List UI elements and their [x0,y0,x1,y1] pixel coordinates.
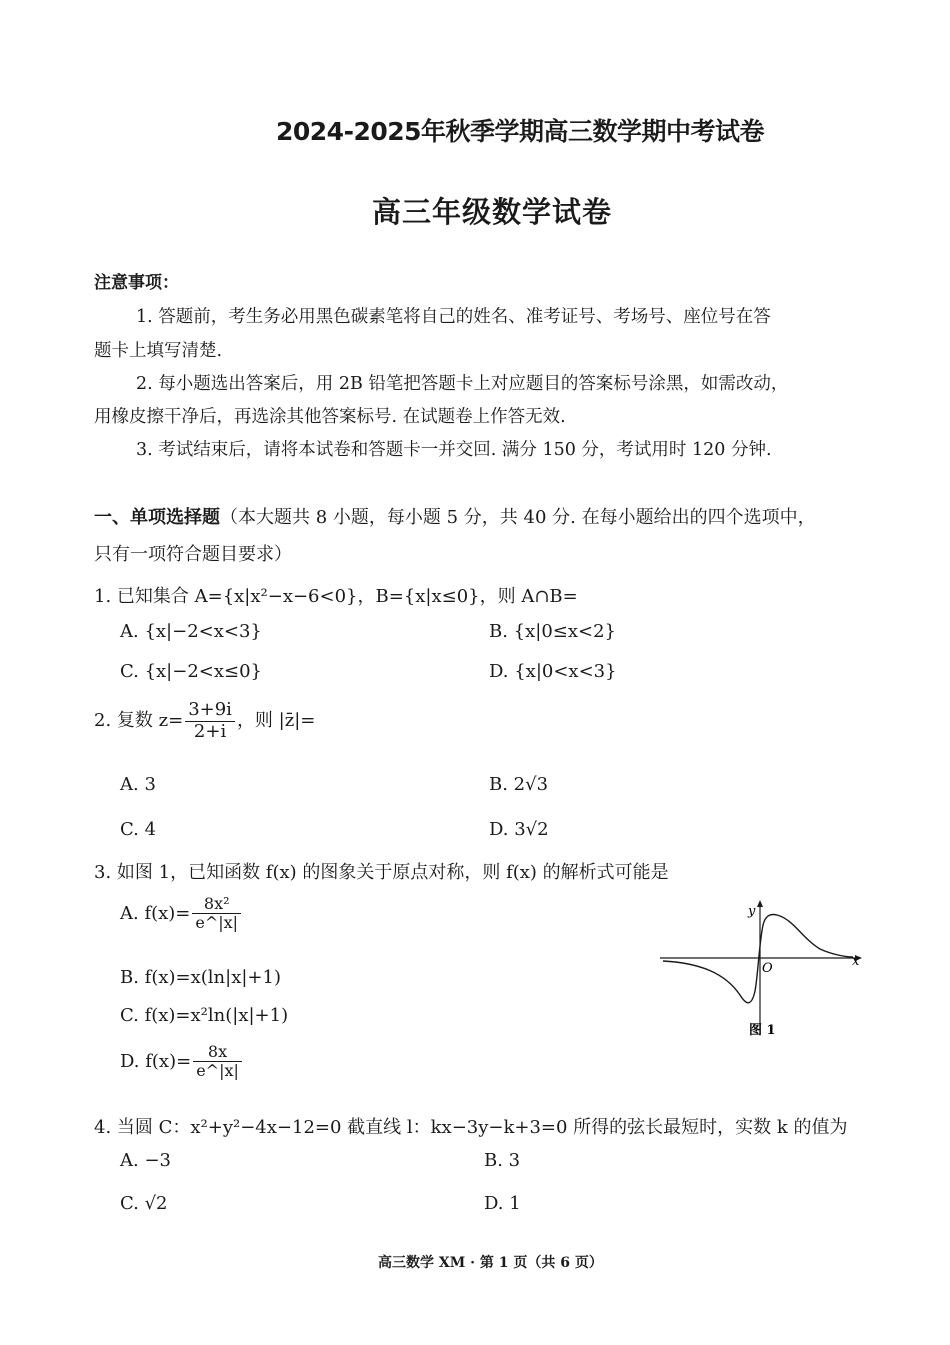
q4-stem: 4. 当圆 C：x²+y²−4x−12=0 截直线 l：kx−3y−k+3=0 所得的弦长最短时，实数 k 的值为 [94,1117,848,1138]
q2-suffix: ，则 |z̄|= [236,710,316,732]
q3-option-a-den: e^|x| [195,913,239,933]
q2-option-a: A. 3 [120,774,156,795]
notice-item-2: 2. 每小题选出答案后，用 2B 铅笔把答题卡上对应题目的答案标号涂黑，如需改动， [136,374,789,394]
q3-option-c: C. f(x)=x²ln(|x|+1) [120,1005,289,1026]
q3-stem: 3. 如图 1，已知函数 f(x) 的图象关于原点对称，则 f(x) 的解析式可能是 [94,862,669,883]
q1-option-c: C. {x|−2<x≤0} [120,661,262,682]
q4-option-d: D. 1 [484,1193,521,1214]
q3-option-a-num: 8x² [192,895,241,914]
q1-stem: 1. 已知集合 A={x|x²−x−6<0}，B={x|x≤0}，则 A∩B= [94,586,578,607]
x-label: x [852,954,860,969]
exam-title: 2024-2025年秋季学期高三数学期中考试卷 [276,117,765,146]
y-axis-arrow [757,900,763,907]
section-title-line2: 只有一项符合题目要求） [94,544,292,565]
q1-option-b: B. {x|0≤x<2} [489,621,617,642]
q3-option-a-prefix: A. f(x)= [120,902,191,924]
notice-item-3: 3. 考试结束后，请将本试卷和答题卡一并交回. 满分 150 分，考试用时 120 分钟. [136,440,772,460]
notice-heading: 注意事项： [94,273,179,293]
q2-fraction [185,700,235,742]
notice-item-2-cont: 用橡皮擦干净后，再选涂其他答案标号. 在试题卷上作答无效. [94,407,566,427]
q3-option-b: B. f(x)=x(ln|x|+1) [120,967,281,988]
q3-option-d [120,1043,244,1081]
q1-option-d: D. {x|0<x<3} [489,661,617,682]
q4-option-c: C. √2 [120,1193,168,1214]
q3-option-a [120,895,243,933]
function-curve [663,914,853,1002]
q4-option-a: A. −3 [120,1150,171,1171]
page-footer: 高三数学 XM · 第 1 页（共 6 页） [378,1255,603,1271]
figure-caption: 图 1 [749,1023,776,1038]
q2-stem [94,700,315,742]
q2-prefix: 2. 复数 z= [94,710,184,732]
q2-numerator: 3+9i [185,700,235,722]
q3-option-d-den: e^|x| [196,1061,239,1081]
q3-option-a-fraction [192,895,241,933]
notice-item-1-cont: 题卡上填写清楚. [94,341,223,361]
q2-option-c: C. 4 [120,819,157,840]
q4-option-b: B. 3 [484,1150,521,1171]
q2-option-d: D. 3√2 [489,819,549,840]
section-title-rest: （本大题共 8 小题，每小题 5 分，共 40 分. 在每小题给出的四个选项中， [220,507,816,528]
section-title-bold: 一、单项选择题 [94,507,220,528]
section-title [94,503,816,529]
figure-1 [655,895,875,1045]
q3-option-d-fraction [193,1043,242,1081]
notice-item-1: 1. 答题前，考生务必用黑色碳素笔将自己的姓名、准考证号、考场号、座位号在答 [136,307,771,327]
q2-option-b: B. 2√3 [489,774,549,795]
q3-option-d-prefix: D. f(x)= [120,1050,192,1072]
q1-option-a: A. {x|−2<x<3} [120,621,262,642]
q3-option-d-num: 8x [193,1043,242,1062]
y-label: y [748,904,756,919]
origin-label: O [762,961,773,976]
paper-title: 高三年级数学试卷 [372,195,613,229]
q2-denominator: 2+i [193,720,227,742]
